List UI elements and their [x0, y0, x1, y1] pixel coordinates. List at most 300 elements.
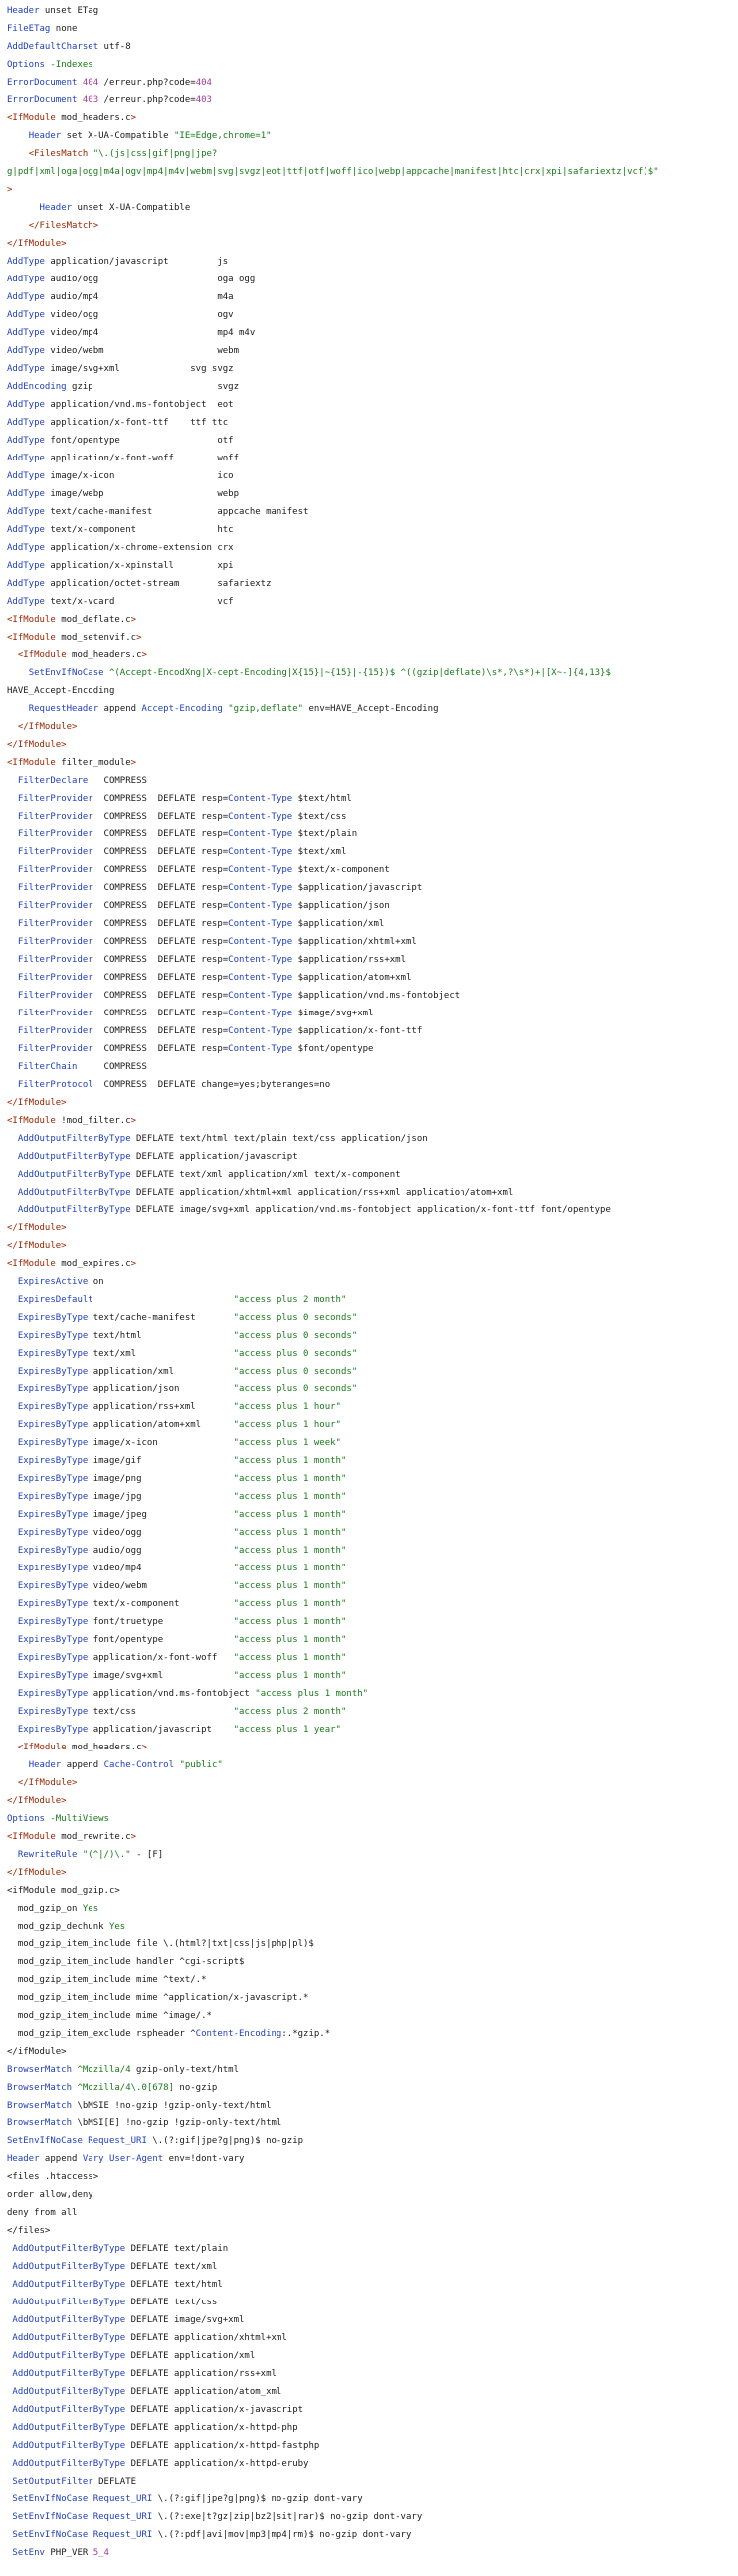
- code-line: [7, 2365, 738, 2383]
- code-token: 5_4: [92, 2548, 109, 2558]
- code-token: gzip svgz: [66, 382, 239, 392]
- code-token: video/mp4: [88, 1564, 234, 1573]
- code-line: [7, 1864, 738, 1882]
- code-token: $text/plain: [292, 829, 358, 839]
- code-token: /erreur.php?code=: [98, 95, 196, 105]
- code-token: [7, 883, 18, 893]
- code-token: [7, 991, 18, 1001]
- code-line: [7, 56, 738, 74]
- code-token: </ifModule>: [7, 2047, 67, 2057]
- code-token: ErrorDocument: [7, 95, 78, 105]
- code-line: [7, 414, 738, 432]
- code-token: >: [136, 633, 142, 643]
- code-token: Header: [7, 2154, 40, 2164]
- code-token: $application/atom+xml: [292, 973, 412, 983]
- code-token: FilterProvider: [17, 847, 93, 857]
- code-token: Yes: [82, 1904, 99, 1914]
- code-token: [7, 1707, 18, 1717]
- code-line: [7, 1201, 738, 1219]
- code-line: [7, 1166, 738, 1184]
- code-token: AddOutputFilterByType: [12, 2459, 126, 2469]
- code-token: mod_headers.c: [66, 650, 142, 660]
- code-token: COMPRESS DEFLATE resp=: [92, 1026, 229, 1036]
- code-token: 404: [195, 78, 212, 88]
- code-token: $application/javascript: [292, 883, 423, 893]
- code-token: text/x-vcard vcf: [44, 597, 234, 607]
- code-token: [7, 794, 18, 804]
- code-token: COMPRESS DEFLATE change=yes;byteranges=no: [92, 1080, 331, 1090]
- code-token: COMPRESS DEFLATE resp=: [92, 829, 229, 839]
- code-token: "access plus 1 month": [233, 1635, 347, 1645]
- code-token: COMPRESS DEFLATE resp=: [92, 937, 229, 947]
- code-token: [7, 1402, 18, 1412]
- code-token: mod_setenvif.c: [55, 633, 137, 643]
- code-token: "access plus 1 month": [233, 1564, 347, 1573]
- code-token: RewriteRule: [17, 1850, 78, 1860]
- code-token: [7, 1384, 18, 1394]
- code-token: FilterProvider: [17, 919, 93, 929]
- code-token: "access plus 2 month": [233, 1295, 347, 1305]
- code-token: SetEnvIfNoCase: [12, 2512, 89, 2522]
- code-line: [7, 754, 738, 772]
- code-line: [7, 826, 738, 843]
- code-token: - [F]: [130, 1850, 164, 1860]
- code-line: [7, 1595, 738, 1613]
- code-token: [7, 1367, 18, 1377]
- code-token: COMPRESS DEFLATE resp=: [92, 991, 229, 1001]
- code-token: \.(?:exe|t?gz|zip|bz2|sit|rar)$ no-gzip dont-vary: [152, 2512, 423, 2522]
- code-token: [7, 1026, 18, 1036]
- code-token: AddType: [7, 543, 45, 553]
- code-token: <IfModule: [7, 1832, 56, 1842]
- code-token: Request_URI: [92, 2530, 153, 2540]
- code-token: ^((gzip|deflate)\s*,?\s*)+|[X~-]{4,13}$: [400, 668, 611, 678]
- code-token: image/png: [88, 1474, 234, 1484]
- code-line: [7, 1935, 738, 1953]
- code-token: utf-8: [98, 42, 131, 52]
- code-token: AddType: [7, 257, 45, 267]
- code-token: ExpiresByType: [17, 1438, 89, 1448]
- code-line: [7, 1882, 738, 1900]
- code-token: image/svg+xml svg svgz: [44, 364, 234, 374]
- code-token: font/opentype otf: [44, 436, 234, 446]
- code-token: "access plus 1 month": [233, 1456, 347, 1466]
- code-token: DEFLATE text/css: [125, 2298, 218, 2307]
- code-token: Content-Type: [228, 865, 293, 875]
- code-line: [7, 1005, 738, 1022]
- code-token: AddType: [7, 525, 45, 535]
- code-token: SetEnvIfNoCase: [28, 668, 104, 678]
- code-token: ExpiresByType: [17, 1689, 89, 1699]
- code-token: FilterProvider: [17, 829, 93, 839]
- code-token: [7, 955, 18, 965]
- code-token: image/jpg: [88, 1492, 234, 1502]
- code-token: $text/xml: [292, 847, 347, 857]
- code-token: Request_URI: [92, 2512, 153, 2522]
- code-token: DEFLATE application/x-httpd-fastphp: [125, 2441, 320, 2451]
- code-token: AddOutputFilterByType: [17, 1134, 131, 1144]
- code-token: "access plus 2 month": [233, 1707, 347, 1717]
- code-token: [7, 722, 18, 732]
- code-token: BrowserMatch: [7, 2101, 73, 2111]
- code-token: mod_gzip_item_exclude rspheader ^: [7, 2029, 196, 2039]
- code-token: </files>: [7, 2226, 51, 2236]
- code-token: mod_gzip_item_include handler ^cgi-script$: [7, 1957, 245, 1967]
- code-token: FilterProvider: [17, 794, 93, 804]
- code-token: COMPRESS DEFLATE resp=: [92, 973, 229, 983]
- code-token: </FilesMatch>: [28, 221, 99, 231]
- code-token: [7, 919, 18, 929]
- code-line: [7, 2097, 738, 2115]
- code-token: FilterChain: [17, 1062, 78, 1072]
- code-token: AddType: [7, 597, 45, 607]
- code-line: [7, 1434, 738, 1452]
- code-line: [7, 253, 738, 271]
- code-token: HAVE_Accept-Encoding: [7, 686, 115, 696]
- code-token: [7, 829, 18, 839]
- code-token: "access plus 1 month": [233, 1492, 347, 1502]
- code-line: [7, 1363, 738, 1380]
- code-token: [7, 1313, 18, 1323]
- code-token: [7, 1349, 18, 1359]
- code-line: [7, 2329, 738, 2347]
- code-line: [7, 1989, 738, 2007]
- code-token: "access plus 1 hour": [233, 1420, 341, 1430]
- code-token: $application/vnd.ms-fontobject: [292, 991, 461, 1001]
- code-line: [7, 682, 738, 700]
- code-token: >: [130, 1832, 137, 1842]
- code-token: [7, 1188, 18, 1197]
- code-token: COMPRESS DEFLATE resp=: [92, 865, 229, 875]
- code-token: </IfModule>: [7, 1098, 67, 1108]
- code-token: mod_gzip_item_include mime ^application/x-javascript.*: [7, 1993, 309, 2003]
- code-token: Header: [7, 6, 40, 16]
- code-token: ExpiresByType: [17, 1510, 89, 1520]
- code-token: ExpiresByType: [17, 1402, 89, 1412]
- code-line: [7, 1918, 738, 1935]
- code-token: Content-Type: [228, 991, 293, 1001]
- code-token: [7, 1689, 18, 1699]
- code-line: [7, 92, 738, 109]
- code-token: DEFLATE image/svg+xml: [125, 2315, 245, 2325]
- code-token: </IfModule>: [17, 1778, 78, 1788]
- code-token: [93, 1295, 234, 1305]
- code-line: [7, 611, 738, 629]
- code-line: [7, 1560, 738, 1577]
- code-line: [7, 646, 738, 664]
- code-token: AddOutputFilterByType: [17, 1170, 131, 1180]
- code-token: [7, 1456, 18, 1466]
- code-token: "access plus 0 seconds": [233, 1367, 358, 1377]
- code-line: [7, 1148, 738, 1166]
- code-token: [7, 847, 18, 857]
- code-token: set X-UA-Compatible: [61, 131, 174, 141]
- code-token: [7, 221, 29, 231]
- code-line: [7, 629, 738, 646]
- code-token: "access plus 1 month": [233, 1510, 347, 1520]
- code-token: FileETag: [7, 24, 51, 34]
- code-token: :.*gzip.*: [281, 2029, 331, 2039]
- code-token: ExpiresActive: [17, 1277, 89, 1287]
- code-token: \bMSI[E] !no-gzip !gzip-only-text/html: [72, 2118, 282, 2128]
- code-token: AddOutputFilterByType: [12, 2298, 126, 2307]
- code-token: COMPRESS: [77, 1062, 147, 1072]
- code-line: [7, 1380, 738, 1398]
- code-token: AddOutputFilterByType: [12, 2262, 126, 2272]
- code-line: [7, 2061, 738, 2079]
- code-line: [7, 987, 738, 1005]
- code-line: [7, 2473, 738, 2490]
- code-line: [7, 1685, 738, 1703]
- code-token: Options: [7, 1814, 45, 1824]
- code-token: DEFLATE: [92, 2477, 137, 2486]
- code-token: ExpiresDefault: [17, 1295, 93, 1305]
- code-token: "access plus 1 month": [233, 1599, 347, 1609]
- code-token: ExpiresByType: [17, 1707, 89, 1717]
- code-line: [7, 1327, 738, 1345]
- code-token: FilterProtocol: [17, 1080, 93, 1090]
- code-token: mod_rewrite.c: [55, 1832, 131, 1842]
- code-line: [7, 38, 738, 56]
- code-token: [7, 131, 29, 141]
- code-line: [7, 432, 738, 450]
- code-token: <IfModule: [7, 758, 56, 768]
- code-line: [7, 718, 738, 736]
- code-line: [7, 163, 738, 181]
- code-token: unset X-UA-Compatible: [72, 203, 191, 213]
- code-token: image/x-icon ico: [44, 471, 234, 481]
- code-line: [7, 1774, 738, 1792]
- code-token: >: [130, 615, 137, 625]
- code-line: [7, 2437, 738, 2455]
- code-token: video/webm: [88, 1581, 234, 1591]
- code-token: DEFLATE application/x-httpd-eruby: [125, 2459, 309, 2469]
- code-line: [7, 288, 738, 306]
- code-token: [7, 1778, 18, 1788]
- code-token: AddOutputFilterByType: [12, 2423, 126, 2433]
- code-token: text/css: [88, 1707, 234, 1717]
- code-token: [7, 203, 40, 213]
- code-token: ExpiresByType: [17, 1528, 89, 1538]
- code-token: [7, 1080, 18, 1090]
- code-token: Content-Type: [228, 919, 293, 929]
- code-token: DEFLATE text/html: [125, 2280, 223, 2290]
- code-token: ExpiresByType: [17, 1349, 89, 1359]
- code-token: 403: [82, 95, 99, 105]
- code-token: Options: [7, 60, 45, 70]
- code-token: application/rss+xml: [88, 1402, 234, 1412]
- code-token: <IfModule: [7, 113, 56, 123]
- code-line: [7, 1846, 738, 1864]
- code-token: <IfModule: [7, 1259, 56, 1269]
- code-line: [7, 2490, 738, 2508]
- code-token: [7, 1671, 18, 1681]
- code-token: $application/x-font-ttf: [292, 1026, 423, 1036]
- code-line: [7, 360, 738, 378]
- code-token: ExpiresByType: [17, 1456, 89, 1466]
- code-token: Content-Type: [228, 812, 293, 822]
- code-line: [7, 1631, 738, 1649]
- code-token: filter_module: [55, 758, 131, 768]
- code-line: [7, 1577, 738, 1595]
- code-token: ExpiresByType: [17, 1331, 89, 1341]
- code-token: font/truetype: [88, 1617, 234, 1627]
- code-token: FilterDeclare: [17, 776, 89, 786]
- code-token: g|pdf|xml|oga|ogg|m4a|ogv|mp4|m4v|webm|svg|svgz|eot|ttf|otf|woff|ico|webp|appcache|manifest|htc|crx|xpi|safariextz|vcf)$": [7, 167, 659, 177]
- code-line: [7, 2347, 738, 2365]
- code-token: \.(?:pdf|avi|mov|mp3|mp4|rm)$ no-gzip dont-vary: [152, 2530, 412, 2540]
- code-token: text/html: [88, 1331, 234, 1341]
- code-token: <IfModule: [7, 1116, 56, 1126]
- code-line: [7, 1703, 738, 1721]
- code-line: [7, 2508, 738, 2526]
- code-token: mod_headers.c: [66, 1743, 142, 1752]
- code-token: COMPRESS DEFLATE resp=: [92, 955, 229, 965]
- code-token: AddType: [7, 489, 45, 499]
- code-line: [7, 1900, 738, 1918]
- code-token: FilterProvider: [17, 883, 93, 893]
- code-token: "access plus 1 month": [233, 1528, 347, 1538]
- code-token: DEFLATE application/atom_xml: [125, 2387, 282, 2397]
- code-token: "access plus 0 seconds": [233, 1313, 358, 1323]
- code-token: [7, 1474, 18, 1484]
- code-token: <IfModule: [7, 633, 56, 643]
- code-line: [7, 1506, 738, 1524]
- code-token: "access plus 1 month": [233, 1617, 347, 1627]
- code-token: "IE=Edge,chrome=1": [174, 131, 272, 141]
- code-line: [7, 557, 738, 575]
- code-line: [7, 217, 738, 235]
- code-token: AddOutputFilterByType: [12, 2244, 126, 2254]
- code-token: \bMSIE !no-gzip !gzip-only-text/html: [72, 2101, 272, 2111]
- code-token: Content-Type: [228, 1044, 293, 1054]
- code-token: [7, 1528, 18, 1538]
- code-line: [7, 1345, 738, 1363]
- code-line: [7, 1255, 738, 1273]
- code-token: "access plus 0 seconds": [233, 1384, 358, 1394]
- code-token: [7, 1277, 18, 1287]
- code-token: "(^|/)\.": [82, 1850, 131, 1860]
- code-token: [7, 1062, 18, 1072]
- code-token: "access plus 1 month": [233, 1581, 347, 1591]
- code-token: <IfModule: [17, 650, 67, 660]
- code-token: Content-Type: [228, 1026, 293, 1036]
- code-line: [7, 1524, 738, 1542]
- code-token: $text/css: [292, 812, 347, 822]
- code-token: application/json: [88, 1384, 234, 1394]
- code-line: [7, 1613, 738, 1631]
- code-token: application/octet-stream safariextz: [44, 579, 272, 589]
- code-line: [7, 378, 738, 396]
- code-token: <files .htaccess>: [7, 2172, 99, 2182]
- code-line: [7, 2115, 738, 2132]
- code-token: [7, 149, 29, 159]
- code-token: User-Agent: [108, 2154, 164, 2164]
- code-line: [7, 127, 738, 145]
- code-line: [7, 1094, 738, 1112]
- code-token: DEFLATE application/rss+xml: [125, 2369, 277, 2379]
- code-line: [7, 933, 738, 951]
- code-token: FilterProvider: [17, 937, 93, 947]
- code-token: SetEnvIfNoCase: [7, 2136, 83, 2146]
- code-line: [7, 539, 738, 557]
- code-token: ExpiresByType: [17, 1635, 89, 1645]
- code-token: PHP_VER: [44, 2548, 93, 2558]
- code-line: [7, 2544, 738, 2562]
- code-token: Content-Type: [228, 794, 293, 804]
- code-token: COMPRESS DEFLATE resp=: [92, 847, 229, 857]
- code-token: SetOutputFilter: [12, 2477, 93, 2486]
- code-token: "access plus 1 hour": [233, 1402, 341, 1412]
- code-token: [7, 901, 18, 911]
- code-token: text/x-component: [88, 1599, 234, 1609]
- code-token: order allow,deny: [7, 2190, 93, 2200]
- code-token: AddType: [7, 436, 45, 446]
- code-token: FilterProvider: [17, 865, 93, 875]
- code-line: [7, 2240, 738, 2258]
- code-token: AddOutputFilterByType: [12, 2315, 126, 2325]
- code-token: COMPRESS DEFLATE resp=: [92, 1009, 229, 1018]
- code-token: </IfModule>: [7, 1868, 67, 1878]
- code-line: [7, 485, 738, 503]
- code-line: [7, 342, 738, 360]
- code-token: >: [7, 185, 13, 195]
- code-token: [7, 937, 18, 947]
- code-token: [7, 704, 29, 714]
- code-token: >: [141, 650, 147, 660]
- code-line: [7, 1076, 738, 1094]
- code-line: [7, 396, 738, 414]
- code-token: ^Mozilla/4: [77, 2065, 131, 2075]
- code-token: $image/svg+xml: [292, 1009, 374, 1018]
- code-token: ^Mozilla/4\.0[678]: [77, 2083, 174, 2093]
- code-token: text/cache-manifest: [88, 1313, 234, 1323]
- code-token: mod_headers.c: [55, 113, 131, 123]
- code-token: [7, 1009, 18, 1018]
- code-line: [7, 593, 738, 611]
- code-line: [7, 1792, 738, 1810]
- code-token: ErrorDocument: [7, 78, 78, 88]
- code-token: [7, 1205, 18, 1215]
- code-line: [7, 235, 738, 253]
- code-token: AddType: [7, 471, 45, 481]
- code-token: ExpiresByType: [17, 1367, 89, 1377]
- code-token: </IfModule>: [7, 239, 67, 249]
- code-token: [7, 776, 18, 786]
- code-line: [7, 1291, 738, 1309]
- code-token: ExpiresByType: [17, 1599, 89, 1609]
- code-token: [7, 1760, 29, 1770]
- code-token: [7, 668, 29, 678]
- code-token: "access plus 1 month": [255, 1689, 369, 1699]
- code-token: </IfModule>: [7, 740, 67, 750]
- code-token: none: [50, 24, 78, 34]
- code-token: <IfModule: [7, 615, 56, 625]
- code-token: gzip-only-text/html: [130, 2065, 240, 2075]
- code-line: [7, 2204, 738, 2222]
- code-line: [7, 1309, 738, 1327]
- code-token: COMPRESS: [88, 776, 147, 786]
- code-token: COMPRESS DEFLATE resp=: [92, 919, 229, 929]
- code-token: AddType: [7, 328, 45, 338]
- code-token: <FilesMatch: [28, 149, 89, 159]
- code-token: RequestHeader: [28, 704, 99, 714]
- code-token: append: [39, 2154, 83, 2164]
- code-token: video/ogg: [88, 1528, 234, 1538]
- code-line: [7, 450, 738, 467]
- code-token: [7, 1331, 18, 1341]
- code-token: no-gzip: [174, 2083, 218, 2093]
